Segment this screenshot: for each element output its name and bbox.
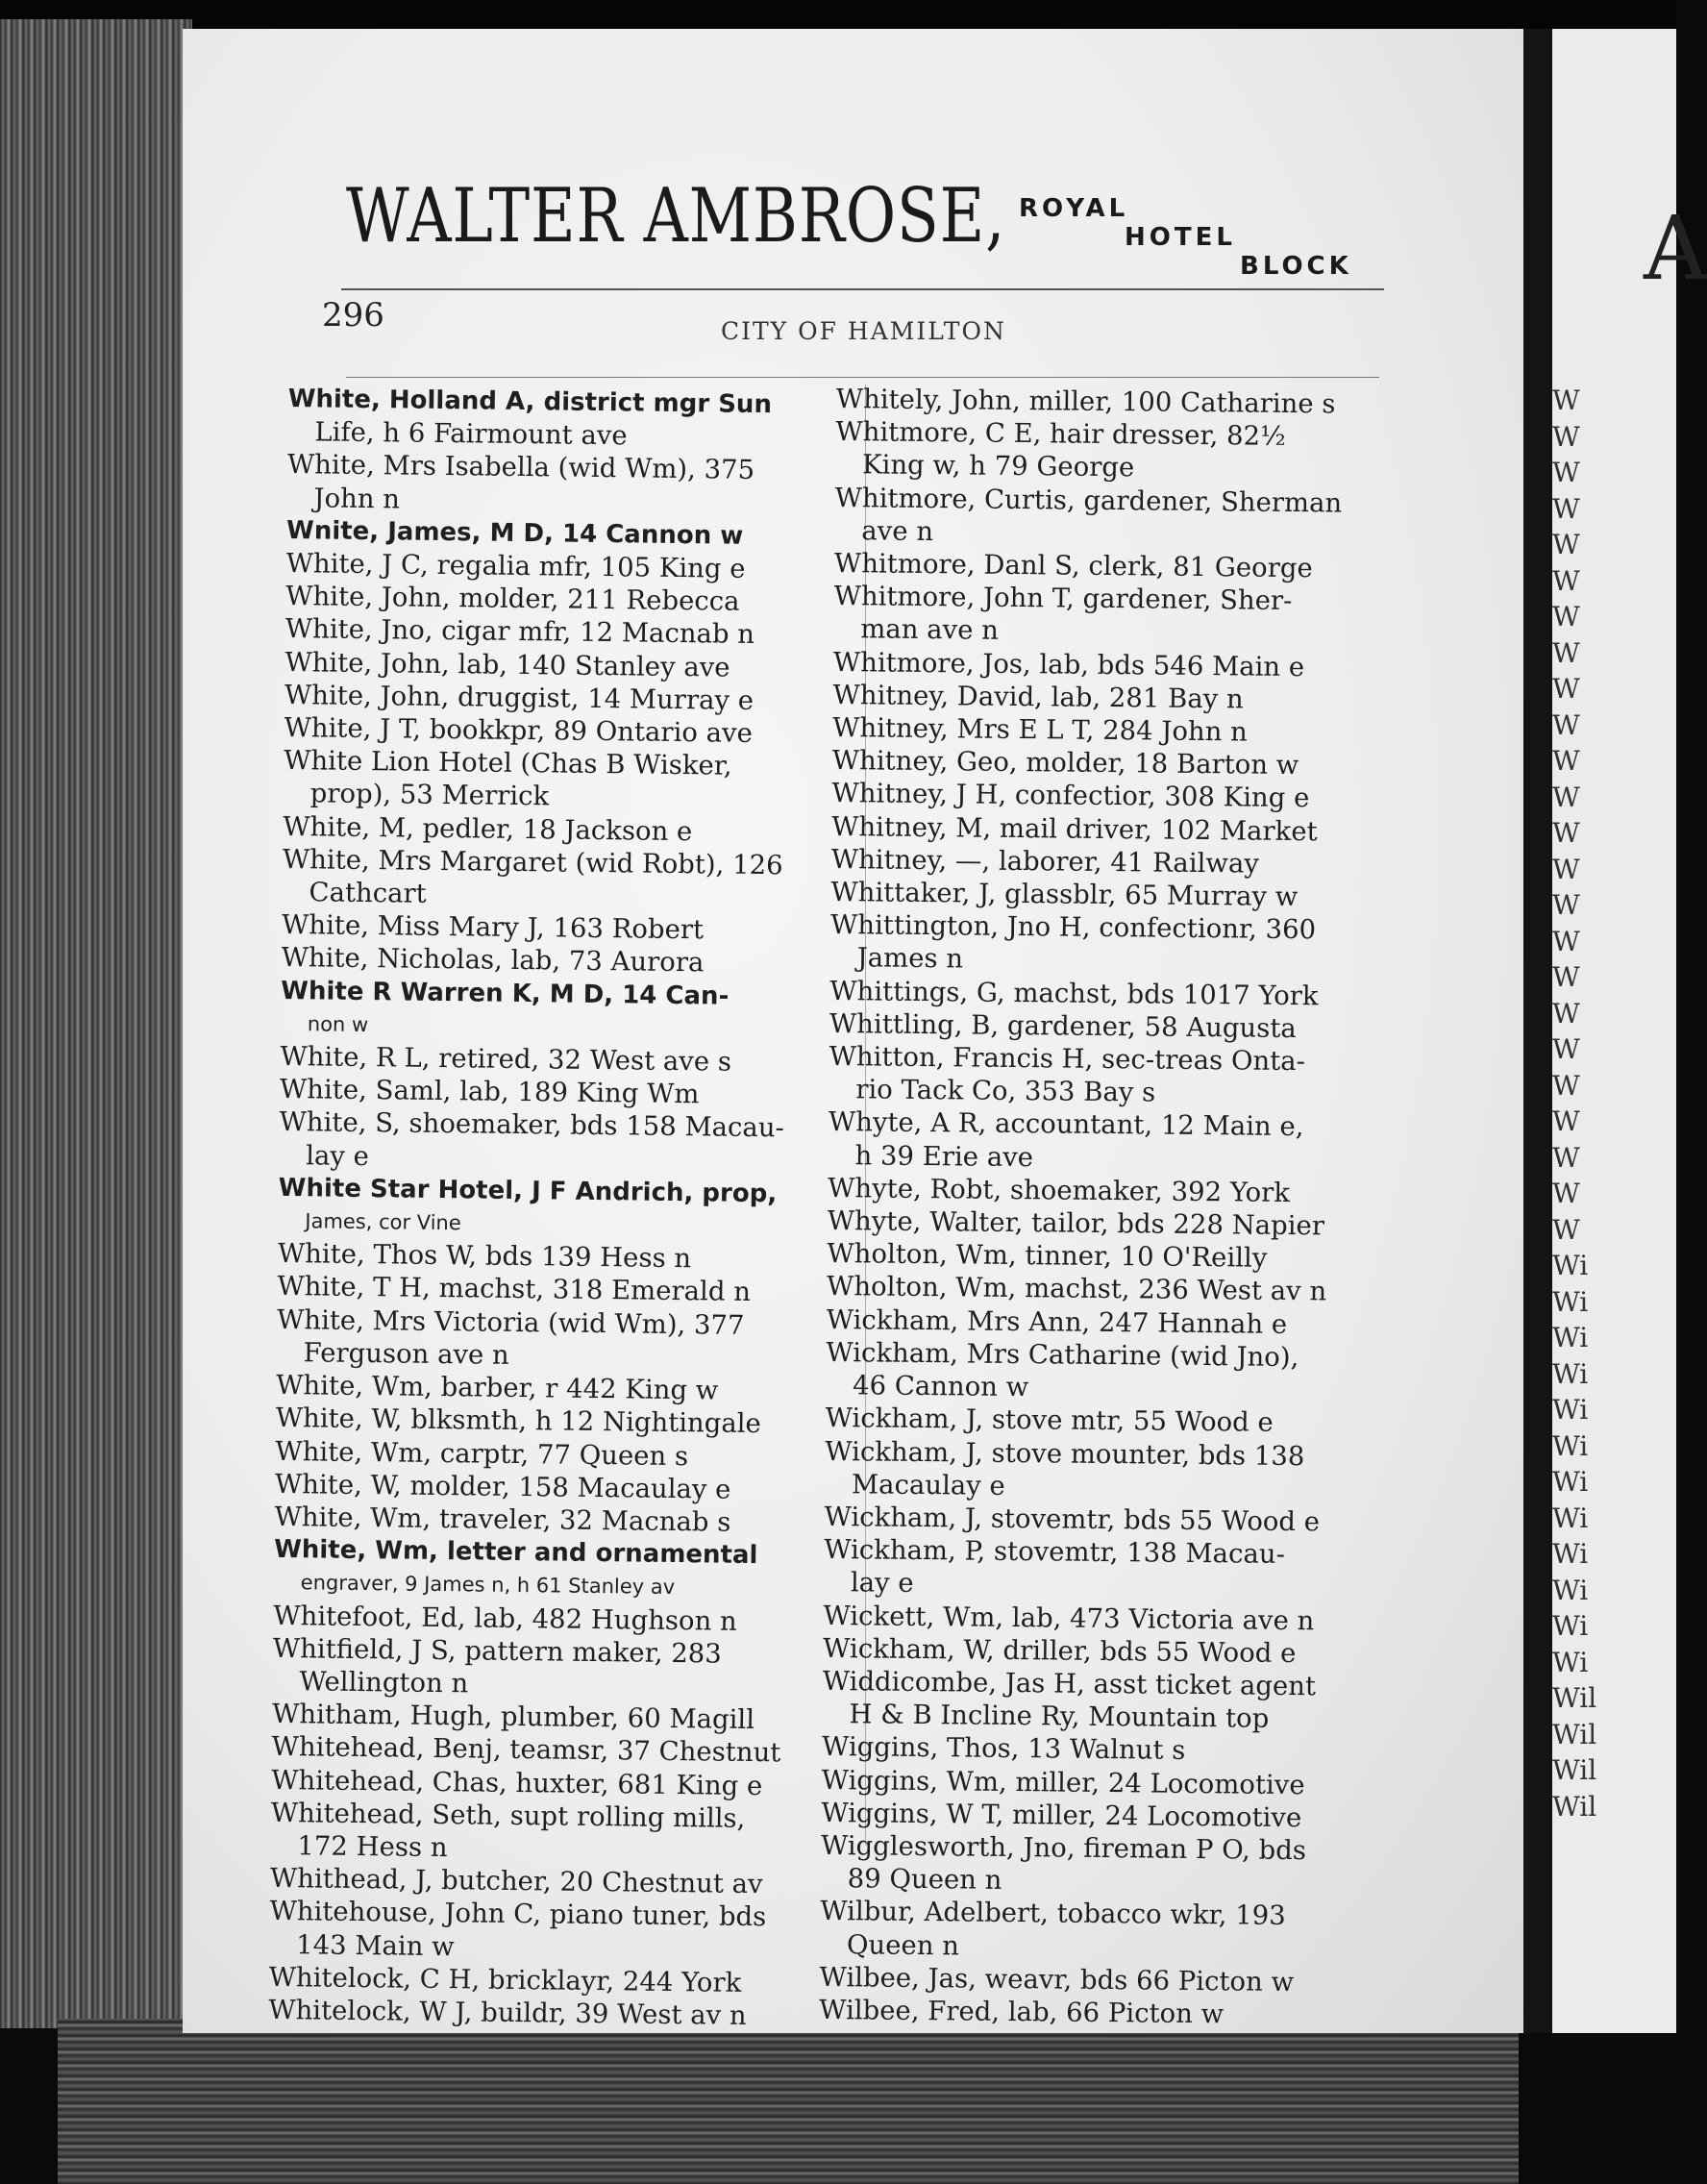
directory-entry-line: Whitney, M, mail driver, 102 Market — [830, 810, 1318, 847]
directory-entry-line: rio Tack Co, 353 Bay s — [855, 1074, 1156, 1108]
directory-entry-line: Wnite, James, M D, 14 Cannon w — [285, 515, 744, 551]
adjacent-entry-fragment: Wi — [1552, 1574, 1589, 1606]
adjacent-entry-fragment: Wil — [1552, 1790, 1597, 1823]
directory-entry-line: Whyte, Walter, tailor, bds 228 Napier — [827, 1205, 1325, 1242]
directory-entry-line: Whitefoot, Ed, lab, 482 Hughson n — [273, 1600, 737, 1637]
directory-entry-line: White, John, molder, 211 Rebecca — [285, 581, 740, 617]
page-number: 296 — [322, 296, 384, 335]
directory-entry-line: Widdicombe, Jas H, asst ticket agent — [822, 1665, 1317, 1702]
directory-entry-line: Whitney, Geo, molder, 18 Barton w — [831, 745, 1299, 782]
directory-entry-line: White, T H, machst, 318 Emerald n — [277, 1271, 752, 1308]
directory-entry-line: White, Holland A, district mgr Sun — [287, 384, 773, 420]
header-block: BLOCK — [1240, 252, 1352, 281]
directory-entry-line: White, Nicholas, lab, 73 Aurora — [281, 942, 705, 979]
directory-entry-line: engraver, 9 James n, h 61 Stanley av — [300, 1571, 676, 1600]
directory-entry-line: Whitelock, C H, bricklayr, 244 York — [268, 1961, 742, 1998]
adjacent-page-fragment — [1552, 29, 1707, 2033]
directory-entry-line: White, Thos W, bds 139 Hess n — [277, 1238, 692, 1275]
adjacent-entry-fragment: W — [1552, 529, 1580, 560]
book-gutter — [1523, 29, 1552, 2033]
directory-entry-line: Whitney, David, lab, 281 Bay n — [832, 679, 1244, 715]
directory-entry-line: Wilbee, Fred, lab, 66 Picton w — [819, 1994, 1225, 2030]
directory-entry-line: White, M, pedler, 18 Jackson e — [283, 810, 693, 847]
adjacent-entry-fragment: W — [1552, 1141, 1580, 1174]
adjacent-entry-fragment: W — [1552, 601, 1580, 633]
directory-entry-line: man ave n — [860, 613, 1000, 647]
header-royal: ROYAL — [1019, 194, 1129, 223]
directory-entry-line: h 39 Erie ave — [854, 1139, 1034, 1173]
directory-entry-line: White R Warren K, M D, 14 Can- — [281, 976, 730, 1011]
directory-entry-line: White, R L, retired, 32 West ave s — [280, 1041, 732, 1078]
adjacent-entry-fragment: W — [1552, 1033, 1580, 1065]
adjacent-entry-fragment: Wi — [1552, 1357, 1589, 1390]
adjacent-entry-fragment: W — [1552, 817, 1580, 849]
adjacent-entry-fragment: W — [1552, 889, 1580, 921]
directory-entry-line: Wigglesworth, Jno, fireman P O, bds — [820, 1829, 1307, 1867]
directory-entry-line: Whitehead, Benj, teamsr, 37 Chestnut — [271, 1731, 781, 1769]
directory-entry-line: Whyte, A R, accountant, 12 Main e, — [828, 1106, 1304, 1143]
directory-entry-line: Whitney, —, laborer, 41 Railway — [830, 843, 1260, 880]
directory-entry-line: White, W, blksmth, h 12 Nightingale — [275, 1402, 762, 1440]
adjacent-entry-fragment: W — [1552, 673, 1580, 705]
adjacent-entry-fragment: W — [1552, 781, 1580, 813]
adjacent-entry-fragment: W — [1552, 564, 1580, 597]
directory-entry-line: Whyte, Robt, shoemaker, 392 York — [828, 1172, 1291, 1208]
directory-entry-line: Whitelock, W J, buildr, 39 West av n — [268, 1994, 747, 2031]
directory-entry-line: Whitney, Mrs E L T, 284 John n — [832, 712, 1249, 748]
running-title: CITY OF HAMILTON — [721, 317, 1006, 345]
directory-entry-line: White, W, molder, 158 Macaulay e — [274, 1468, 731, 1505]
directory-entry-line: non w — [307, 1012, 369, 1036]
directory-entry-line: White, Wm, letter and ornamental — [273, 1535, 758, 1571]
adjacent-entry-fragment: W — [1552, 457, 1580, 488]
directory-entry-line: Whitehead, Chas, huxter, 681 King e — [271, 1764, 763, 1801]
adjacent-entry-fragment: Wil — [1552, 1718, 1597, 1750]
directory-entry-line: Cathcart — [309, 877, 427, 909]
directory-entry-line: White, Mrs Margaret (wid Robt), 126 — [282, 843, 783, 881]
directory-entry-line: Whitton, Francis H, sec-treas Onta- — [829, 1041, 1306, 1078]
directory-entry-line: ave n — [861, 515, 934, 547]
directory-entry-line: Wickham, Mrs Catharine (wid Jno), — [826, 1336, 1299, 1373]
adjacent-entry-fragment: W — [1552, 385, 1580, 416]
directory-entry-line: White, Wm, carptr, 77 Queen s — [275, 1435, 689, 1472]
directory-entry-line: White, John, lab, 140 Stanley ave — [284, 646, 730, 683]
directory-entry-line: White Lion Hotel (Chas B Wisker, — [284, 745, 732, 782]
adjacent-entry-fragment: Wi — [1552, 1285, 1589, 1318]
directory-entry-line: Life, h 6 Fairmount ave — [314, 416, 628, 452]
directory-entry-line: Wholton, Wm, tinner, 10 O'Reilly — [827, 1238, 1268, 1275]
directory-entry-line: Whittling, B, gardener, 58 Augusta — [829, 1007, 1297, 1044]
directory-entry-line: Wickham, J, stove mtr, 55 Wood e — [825, 1402, 1274, 1439]
directory-entry-line: Whittings, G, machst, bds 1017 York — [829, 975, 1319, 1011]
directory-entry-line: Whitehouse, John C, piano tuner, bds — [269, 1896, 767, 1933]
directory-entry-line: Whitney, J H, confectior, 308 King e — [831, 778, 1310, 814]
directory-entry-line: White, Mrs Isabella (wid Wm), 375 — [286, 449, 755, 486]
adjacent-entry-fragment: Wi — [1552, 1538, 1589, 1570]
adjacent-entry-fragment: W — [1552, 1178, 1580, 1209]
directory-entry-line: Whitmore, Curtis, gardener, Sherman — [834, 482, 1343, 519]
adjacent-entry-fragment: Wi — [1552, 1466, 1589, 1498]
directory-entry-line: White Star Hotel, J F Andrich, prop, — [278, 1173, 778, 1209]
adjacent-entry-fragment: W — [1552, 1213, 1580, 1246]
directory-entry-line: White, Wm, barber, r 442 King w — [276, 1370, 719, 1406]
adjacent-entry-fragment: Wi — [1552, 1429, 1589, 1462]
directory-entry-line: 143 Main w — [295, 1928, 455, 1962]
adjacent-entry-fragment: Wi — [1552, 1646, 1589, 1678]
directory-entry-line: Queen n — [846, 1928, 960, 1961]
directory-entry-line: Whitehead, Seth, supt rolling mills, — [270, 1797, 746, 1834]
directory-entry-line: Whithead, J, butcher, 20 Chestnut av — [269, 1863, 763, 1900]
directory-entry-line: 46 Cannon w — [852, 1370, 1029, 1403]
directory-entry-line: Wilbee, Jas, weavr, bds 66 Picton w — [819, 1961, 1295, 1998]
adjacent-entry-fragment: W — [1552, 420, 1580, 453]
adjacent-entry-fragment: W — [1552, 492, 1580, 525]
directory-entry-line: White, John, druggist, 14 Murray e — [284, 679, 755, 716]
directory-entry-line: lay e — [305, 1139, 370, 1172]
directory-entry-line: Whitmore, John T, gardener, Sher- — [833, 581, 1293, 617]
directory-entry-line: Whittington, Jno H, confectionr, 360 — [829, 909, 1317, 946]
adjacent-entry-fragment: Wi — [1552, 1394, 1589, 1426]
directory-entry-line: White, J C, regalia mfr, 105 King e — [285, 548, 746, 584]
directory-entry-line: 89 Queen n — [847, 1863, 1002, 1897]
directory-entry-line: Wholton, Wm, machst, 236 West av n — [826, 1271, 1327, 1307]
directory-entry-line: White, Mrs Victoria (wid Wm), 377 — [276, 1303, 745, 1341]
directory-entry-line: Whitmore, C E, hair dresser, 82½ — [835, 416, 1286, 453]
directory-entry-line: White, J T, bookkpr, 89 Ontario ave — [284, 712, 754, 749]
directory-entry-line: Macaulay e — [851, 1468, 1005, 1502]
adjacent-entry-fragment: W — [1552, 925, 1580, 957]
adjacent-entry-fragment: W — [1552, 997, 1580, 1030]
book-page-edges-left — [0, 19, 192, 2028]
directory-entry-line: Whittaker, J, glassblr, 65 Murray w — [830, 877, 1299, 913]
directory-entry-line: White, Saml, lab, 189 King Wm — [279, 1074, 700, 1110]
directory-entry-line: White, Jno, cigar mfr, 12 Macnab n — [284, 613, 755, 651]
directory-entry-line: Wickham, J, stovemtr, bds 55 Wood e — [824, 1501, 1321, 1538]
book-page-edges-bottom — [58, 2019, 1519, 2184]
directory-entry-line: Wellington n — [299, 1666, 469, 1700]
adjacent-entry-fragment: W — [1552, 708, 1580, 741]
right-column-entries — [819, 383, 1389, 2032]
directory-entry-line: Wiggins, Wm, miller, 24 Locomotive — [821, 1764, 1305, 1800]
adjacent-entry-fragment: W — [1552, 1105, 1580, 1137]
header-rule — [341, 288, 1384, 290]
directory-entry-line: Whitham, Hugh, plumber, 60 Magill — [271, 1699, 755, 1736]
directory-entry-line: lay e — [850, 1567, 914, 1600]
adjacent-entry-fragment: Wil — [1552, 1682, 1597, 1714]
directory-entry-line: Wickham, J, stove mounter, bds 138 — [825, 1435, 1305, 1472]
directory-entry-line: Whitmore, Danl S, clerk, 81 George — [833, 548, 1313, 584]
directory-entry-line: Whitely, John, miller, 100 Catharine s — [835, 383, 1336, 420]
directory-entry-line: Whitfield, J S, pattern maker, 283 — [272, 1632, 722, 1670]
adjacent-entry-fragment: Wi — [1552, 1502, 1589, 1534]
directory-entry-line: Wiggins, Thos, 13 Walnut s — [821, 1731, 1186, 1767]
directory-entry-line: White, Miss Mary J, 163 Robert — [281, 909, 705, 946]
adjacent-entry-fragment: W — [1552, 636, 1580, 669]
directory-entry-line: Wiggins, W T, miller, 24 Locomotive — [821, 1797, 1302, 1833]
adjacent-header-letter: A — [1644, 197, 1707, 300]
sub-header-rule — [346, 377, 1379, 378]
directory-entry-line: White, Wm, traveler, 32 Macnab s — [274, 1501, 731, 1538]
directory-entry-line: Whitmore, Jos, lab, bds 546 Main e — [832, 646, 1305, 682]
directory-entry-line: Ferguson ave n — [303, 1337, 509, 1371]
adjacent-entry-fragment: Wil — [1552, 1754, 1597, 1786]
directory-entry-line: King w, h 79 George — [861, 449, 1135, 484]
directory-entry-line: 172 Hess n — [297, 1830, 448, 1864]
adjacent-entry-fragment: W — [1552, 1069, 1580, 1102]
header-hotel: HOTEL — [1125, 223, 1236, 252]
directory-entry-line: James n — [856, 942, 964, 975]
directory-entry-line: Wickett, Wm, lab, 473 Victoria ave n — [823, 1600, 1315, 1636]
directory-entry-line: John n — [313, 482, 401, 515]
advertiser-header — [346, 173, 1384, 288]
adjacent-entry-fragment: Wi — [1552, 1250, 1589, 1281]
adjacent-entry-fragment: W — [1552, 745, 1580, 777]
directory-entry-line: White, S, shoemaker, bds 158 Macau- — [279, 1106, 785, 1144]
directory-entry-line: Wickham, P, stovemtr, 138 Macau- — [824, 1534, 1286, 1571]
directory-entry-line: prop), 53 Merrick — [309, 778, 550, 812]
directory-entry-line: James, cor Vine — [305, 1209, 461, 1235]
directory-entry-line: Wickham, Mrs Ann, 247 Hannah e — [826, 1303, 1288, 1340]
left-column-entries — [268, 383, 846, 2033]
adjacent-entry-fragment: Wi — [1552, 1610, 1589, 1642]
directory-entry-line: Wilbur, Adelbert, tobacco wkr, 193 — [820, 1896, 1286, 1932]
adjacent-entry-fragment: W — [1552, 961, 1580, 993]
adjacent-entry-fragment: W — [1552, 853, 1580, 885]
adjacent-entry-fragment: Wi — [1552, 1322, 1589, 1353]
advertiser-name: WALTER AMBROSE, — [346, 173, 1006, 260]
directory-entry-line: H & B Incline Ry, Mountain top — [849, 1699, 1270, 1734]
directory-entry-line: Wickham, W, driller, bds 55 Wood e — [823, 1632, 1297, 1669]
